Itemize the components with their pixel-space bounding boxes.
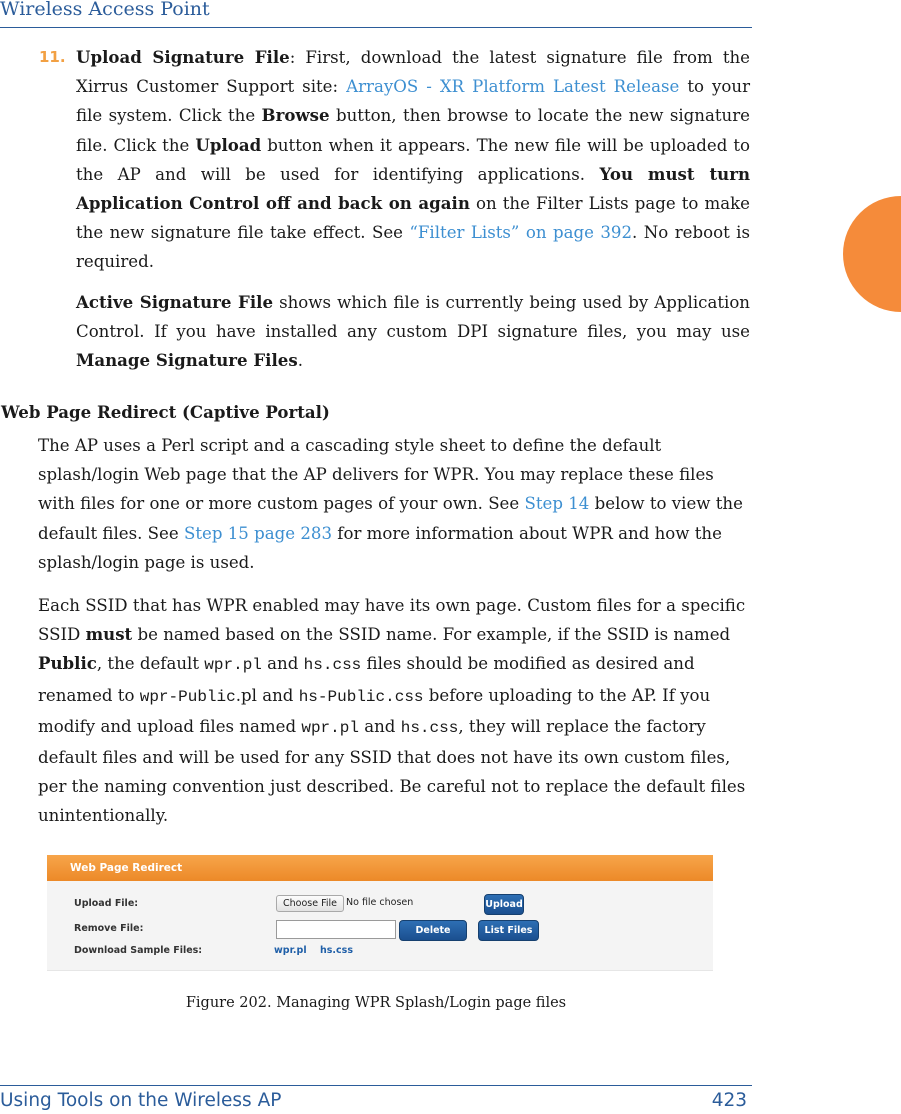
footer-rule	[0, 1085, 752, 1086]
running-header: Wireless Access Point	[0, 0, 210, 20]
code-wpr: wpr.pl	[301, 718, 359, 737]
step-text: : First, download the latest signature file from the Xirrus Customer Support site:	[76, 48, 750, 97]
no-file-chosen-text: No file chosen	[346, 897, 414, 908]
ssid-text: files should be modified as desired and renamed to	[38, 654, 695, 705]
step-15-link[interactable]: Step 15 page 283	[183, 523, 333, 543]
code-wpr: wpr.pl	[204, 656, 262, 675]
active-signature-paragraph	[76, 288, 750, 376]
step-14-link[interactable]: Step 14	[524, 494, 590, 514]
hs-css-download-link[interactable]: hs.css	[320, 945, 353, 956]
ssid-text: , the default	[96, 654, 205, 674]
must-term: must	[85, 624, 133, 645]
ssid-text: before uploading to the AP. If you modify and upload files named	[38, 685, 711, 736]
choose-file-button[interactable]: Choose File	[276, 895, 344, 912]
delete-button[interactable]: Delete	[399, 920, 467, 941]
chapter-tab-marker	[843, 196, 901, 312]
figure-caption: Figure 202. Managing WPR Splash/Login page files	[185, 995, 567, 1011]
ssid-text: , they will replace the factory default files and will be used for any SSID that does not have its own custom files, per the naming convention just described. Be careful not to replace the default files unintentionally.	[38, 716, 746, 826]
download-sample-label: Download Sample Files:	[74, 945, 203, 956]
filter-lists-link[interactable]: “Filter Lists” on page 392	[409, 223, 633, 243]
ssid-text: be named based on the SSID name. For example, if the SSID is named	[132, 625, 731, 645]
upload-file-label: Upload File:	[74, 898, 139, 909]
upload-button[interactable]: Upload	[484, 894, 524, 915]
page-number: 423	[711, 1090, 747, 1111]
step-text: button when it appears. The new file will be uploaded to the AP and will be used for identifying applications.	[76, 135, 751, 184]
step-text: . No reboot is required.	[76, 223, 751, 272]
manage-signature-term: Manage Signature Files	[76, 350, 298, 371]
section-heading: Web Page Redirect (Captive Portal)	[1, 402, 330, 422]
step-label: Upload Signature File	[76, 47, 290, 67]
release-link[interactable]: ArrayOS - XR Platform Latest Release	[346, 77, 680, 97]
step-text: button, then browse to locate the new signature file. Click the	[76, 106, 750, 155]
ssid-text: and	[358, 716, 401, 736]
header-rule	[0, 27, 752, 28]
step-paragraph	[76, 43, 750, 277]
wpr-text: The AP uses a Perl script and a cascading style sheet to define the default splash/login Web page that the AP delivers for WPR. You may replace these files with files for one or more custom pages of your own. See	[38, 436, 714, 514]
footer	[0, 1090, 752, 1111]
upload-term: Upload	[195, 134, 262, 155]
step-number: 11.	[39, 48, 66, 66]
wpr-pl-download-link[interactable]: wpr.pl	[274, 945, 307, 956]
browse-term: Browse	[261, 105, 330, 126]
code-hs: hs.css	[400, 718, 459, 737]
active-text: shows which file is currently being used by Application Control. If you have installed any custom DPI signature files, you may use	[76, 293, 750, 342]
wpr-text: for more information about WPR and how the splash/login page is used.	[38, 523, 722, 572]
list-files-button[interactable]: List Files	[478, 920, 539, 941]
figure-title-bar: Web Page Redirect	[47, 855, 713, 881]
active-signature-term: Active Signature File	[76, 292, 274, 312]
remove-file-label: Remove File:	[74, 923, 144, 934]
footer-section-title: Using Tools on the Wireless AP	[0, 1090, 282, 1111]
active-text: .	[297, 351, 303, 371]
ssid-text: .pl and	[235, 685, 299, 705]
public-term: Public	[38, 653, 97, 674]
wpr-screenshot-figure	[47, 855, 713, 971]
step-text: to your file system. Click the	[76, 77, 750, 126]
ssid-text: and	[261, 654, 304, 674]
remove-file-input[interactable]	[276, 920, 396, 939]
ssid-paragraph	[38, 591, 750, 831]
wpr-text: below to view the default files. See	[38, 494, 743, 543]
must-turn-note: You must turn Application Control off and back on again	[76, 163, 751, 214]
step-text: on the Filter Lists page to make the new signature file take effect. See	[76, 194, 750, 243]
code-hs: hs.css	[303, 656, 362, 675]
wpr-intro-paragraph	[38, 431, 750, 577]
ssid-text: Each SSID that has WPR enabled may have its own page. Custom files for a specific SSID	[38, 596, 746, 645]
code-wpr-public: wpr-Public	[139, 687, 236, 706]
code-hs-public: hs-Public.css	[298, 687, 424, 706]
